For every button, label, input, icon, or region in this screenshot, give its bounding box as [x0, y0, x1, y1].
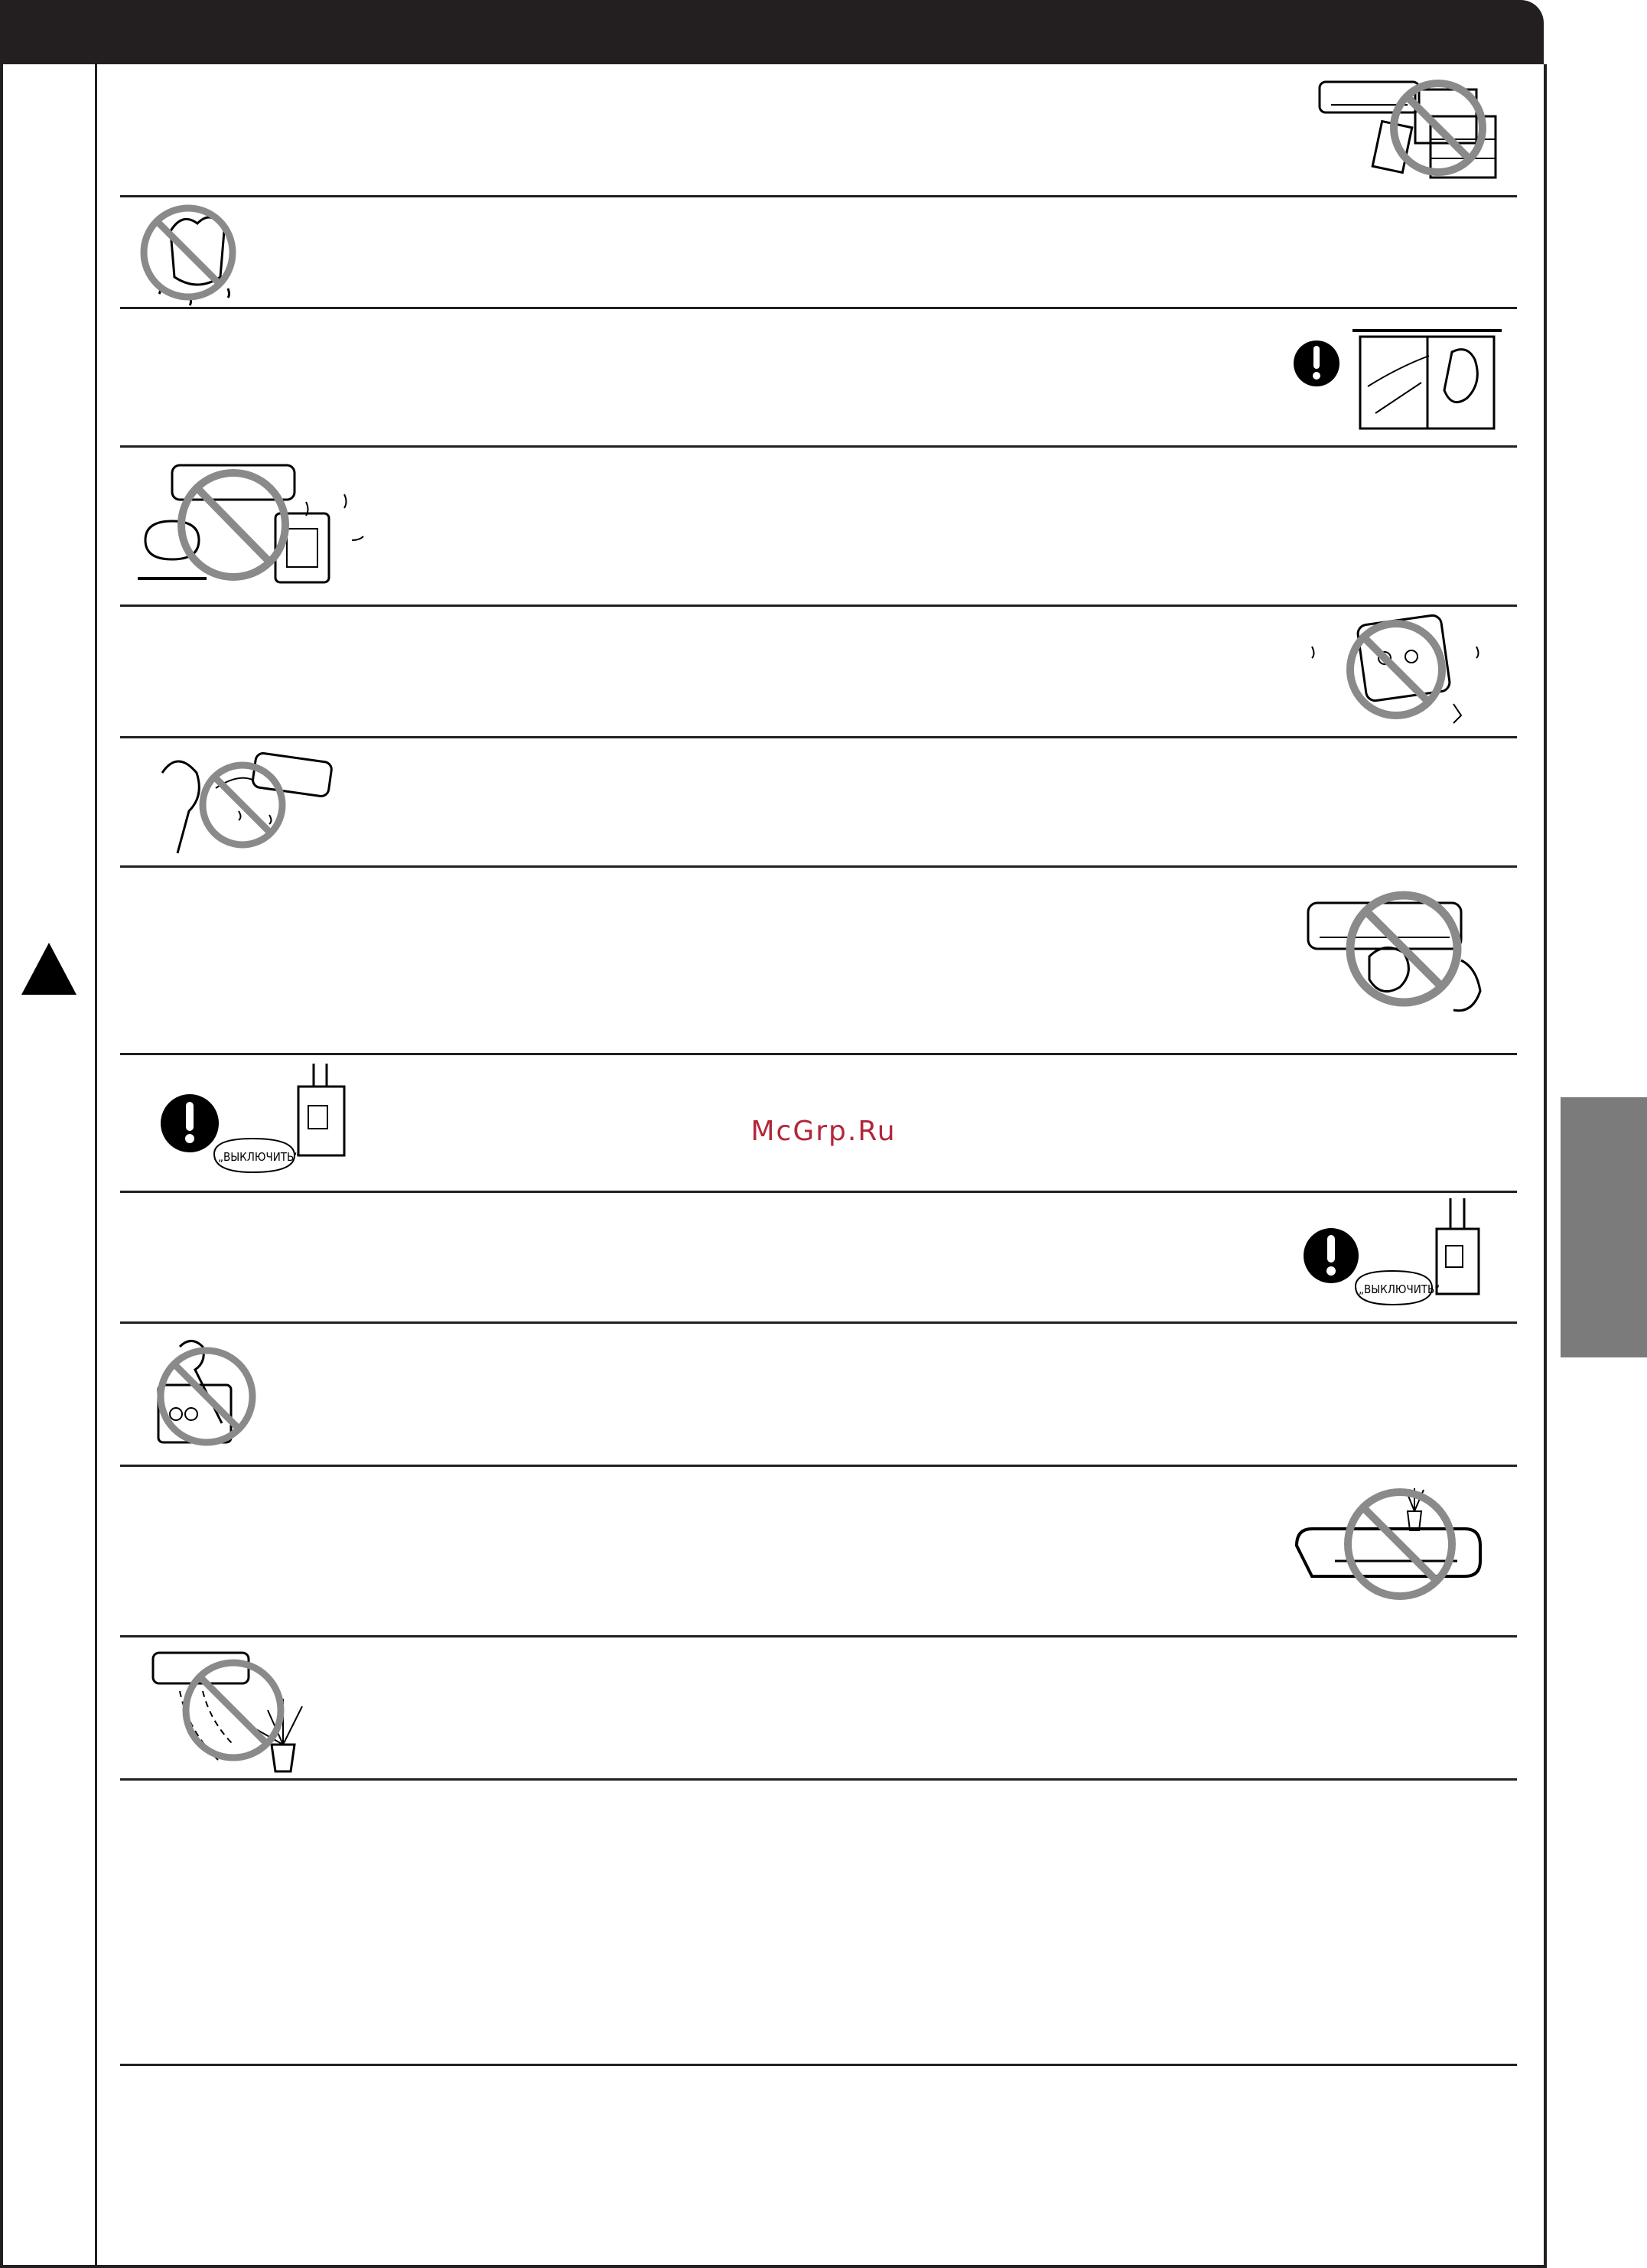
- row-divider: [120, 307, 1517, 309]
- row-divider: [120, 1778, 1517, 1781]
- climbing-unit-illustration: [149, 1331, 272, 1454]
- switch-off-power-illustration-right: [1300, 1198, 1499, 1313]
- row-divider: [120, 1465, 1517, 1467]
- row-divider: [120, 1321, 1517, 1324]
- exclamation-icon: [1304, 1228, 1359, 1283]
- blocked-airflow-illustration: [1316, 70, 1507, 185]
- exclamation-icon: [1294, 341, 1339, 386]
- watermark-text: McGrp.Ru: [750, 1116, 897, 1147]
- object-on-unit-illustration: [1293, 1477, 1492, 1622]
- hand-in-outlet-illustration: [1300, 880, 1507, 1033]
- row-divider: [120, 195, 1517, 197]
- row-divider: [120, 736, 1517, 738]
- row-divider: [120, 1053, 1517, 1055]
- damaged-unit-illustration: [1300, 612, 1499, 735]
- left-column-divider: [95, 64, 97, 2268]
- row-divider: [120, 445, 1517, 448]
- airflow-on-plant-illustration: [149, 1645, 340, 1775]
- page-header-bar: [0, 0, 1544, 64]
- row-divider: [120, 2064, 1517, 2066]
- row-divider: [120, 604, 1517, 607]
- ventilate-room-illustration: [1291, 321, 1505, 436]
- water-spray-illustration: [147, 742, 338, 857]
- row-divider: [120, 865, 1517, 868]
- row-divider: [120, 1191, 1517, 1193]
- switch-off-bubble-text-2: „ВЫКЛЮЧИТЬ“: [1359, 1282, 1440, 1296]
- wet-hands-illustration: [136, 200, 251, 308]
- switch-off-bubble-text: „ВЫКЛЮЧИТЬ“: [218, 1150, 300, 1164]
- warning-triangle-icon: [21, 943, 76, 995]
- row-divider: [120, 1635, 1517, 1637]
- heat-source-illustration: [130, 456, 367, 594]
